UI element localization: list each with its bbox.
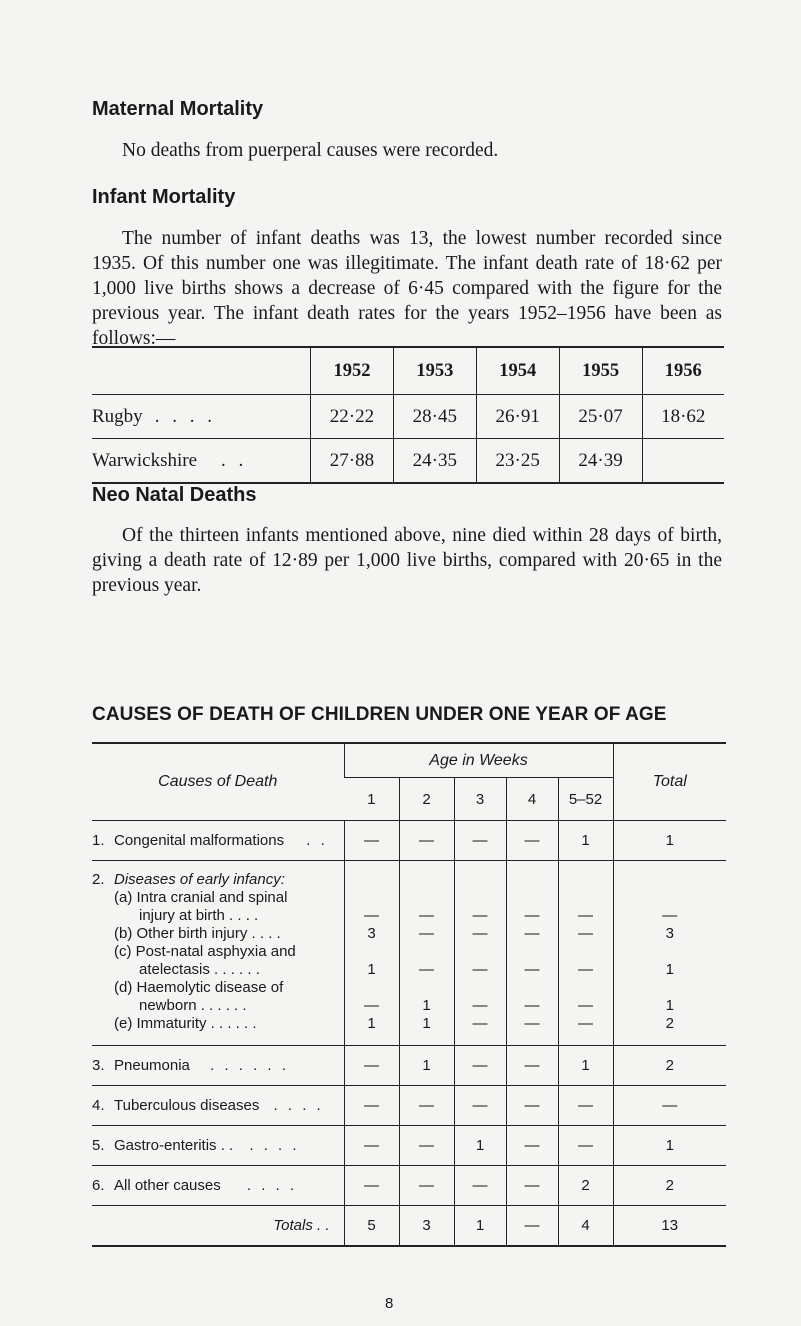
count-cell: — — — — — [506,861,558,1046]
count-cell: — [558,1126,613,1166]
maternal-mortality-heading: Maternal Mortality [92,98,264,120]
table-row [92,1166,726,1206]
infant-death-rates-table [92,346,724,484]
count-cell: — — — 1 1 [399,861,454,1046]
rate-cell: 18·62 [642,395,724,439]
count-cell: — — — — — [454,861,506,1046]
count-cell: — [506,1206,558,1247]
count-cell: — [399,821,454,861]
count-cell: — — — — — [558,861,613,1046]
count-cell: — 3 1 — 1 [344,861,399,1046]
cause-label: 3. Pneumonia . . . . . . [92,1046,344,1086]
rates-row-rugby [92,395,724,439]
table-row [92,821,726,861]
count-cell: 1 [454,1126,506,1166]
causes-header: Causes of Death [92,743,344,821]
rate-cell: 24·39 [559,439,642,484]
count-cell: 1 [558,821,613,861]
week-header: 1 [367,790,376,808]
infant-mortality-text: The number of infant deaths was 13, the lowest number recorded since 1935. Of this number one was illegitimate. The infant death rate of 18·62 per 1,000 live births shows a decrease of 6·45 compared with the figure for the previous year. The infant death rates for the years 1952–1956 have been as follows:— [92,228,722,349]
count-cell: 3 [399,1206,454,1247]
cause-label: 6. All other causes . . . . [92,1166,344,1206]
year-header: 1955 [559,347,642,395]
count-cell: — [344,1166,399,1206]
causes-header-row [92,743,726,778]
rate-cell: 23·25 [476,439,559,484]
total-cell: 13 [613,1206,726,1247]
neo-natal-heading: Neo Natal Deaths [92,484,257,506]
count-cell: — [344,1126,399,1166]
count-cell: 1 [558,1046,613,1086]
count-cell: — [506,1126,558,1166]
count-cell: 5 [344,1206,399,1247]
year-header: 1953 [393,347,476,395]
count-cell: — [454,1046,506,1086]
total-cell: 1 [613,821,726,861]
count-cell: — [454,1166,506,1206]
row-label: Warwickshire . . [92,439,311,484]
count-cell: — [344,1046,399,1086]
causes-title: CAUSES OF DEATH OF CHILDREN UNDER ONE YEAR OF AGE [92,704,667,725]
week-header: 3 [454,778,506,821]
rate-cell [642,439,724,484]
week-header: 4 [506,778,558,821]
count-cell: — [454,821,506,861]
rate-cell: 28·45 [393,395,476,439]
cause-label: 2. Diseases of early infancy: (a) Intra cranial and spinal injury at birth . . . . (b) Other birth injury . . . . (c) Post-natal asphyxia and atelectasis . . . . . . (d) Haemolytic disease of newborn . . . . . . (e) Immaturity . . . . . . [92,861,344,1046]
rate-cell: 27·88 [311,439,394,484]
total-header: Total [613,743,726,821]
causes-of-death-table [92,742,726,1247]
total-cell: 2 [613,1166,726,1206]
count-cell: — [506,1166,558,1206]
totals-row [92,1206,726,1247]
rates-header-row [92,347,724,395]
rate-cell: 22·22 [311,395,394,439]
count-cell: 2 [558,1166,613,1206]
year-header: 1956 [642,347,724,395]
count-cell: — [558,1086,613,1126]
count-cell: — [506,1086,558,1126]
total-cell: 1 [613,1126,726,1166]
rates-corner-cell [92,347,311,395]
week-header: 5–52 [558,778,613,821]
count-cell: — [506,1046,558,1086]
count-cell: — [454,1086,506,1126]
table-row [92,1126,726,1166]
cause-label: 5. Gastro-enteritis . . . . . . [92,1126,344,1166]
total-cell: — 3 1 1 2 [613,861,726,1046]
total-cell: 2 [613,1046,726,1086]
table-row [92,861,726,1046]
cause-label: 1. Congenital malformations . . [92,821,344,861]
table-row [92,1086,726,1126]
count-cell: — [506,821,558,861]
rate-cell: 26·91 [476,395,559,439]
count-cell: — [344,821,399,861]
year-header: 1952 [311,347,394,395]
table-row [92,1046,726,1086]
page-number: 8 [385,1295,394,1312]
age-in-weeks-header: Age in Weeks [344,743,613,778]
totals-label: Totals . . [92,1206,344,1247]
rate-cell: 25·07 [559,395,642,439]
count-cell: 4 [558,1206,613,1247]
count-cell: — [399,1086,454,1126]
rates-row-warwickshire [92,439,724,484]
rate-cell: 24·35 [393,439,476,484]
count-cell: 1 [399,1046,454,1086]
row-label: Rugby . . . . [92,395,311,439]
total-cell: — [613,1086,726,1126]
count-cell: — [344,1086,399,1126]
count-cell: — [399,1126,454,1166]
week-header: 2 [399,778,454,821]
neo-natal-text: Of the thirteen infants mentioned above, nine died within 28 days of birth, giving a death rate of 12·89 per 1,000 live births, compared with 20·65 in the previous year. [92,525,722,596]
count-cell: 1 [454,1206,506,1247]
count-cell: — [399,1166,454,1206]
maternal-mortality-text: No deaths from puerperal causes were recorded. [122,140,499,161]
year-header: 1954 [476,347,559,395]
infant-mortality-heading: Infant Mortality [92,186,236,208]
cause-label: 4. Tuberculous diseases . . . . [92,1086,344,1126]
